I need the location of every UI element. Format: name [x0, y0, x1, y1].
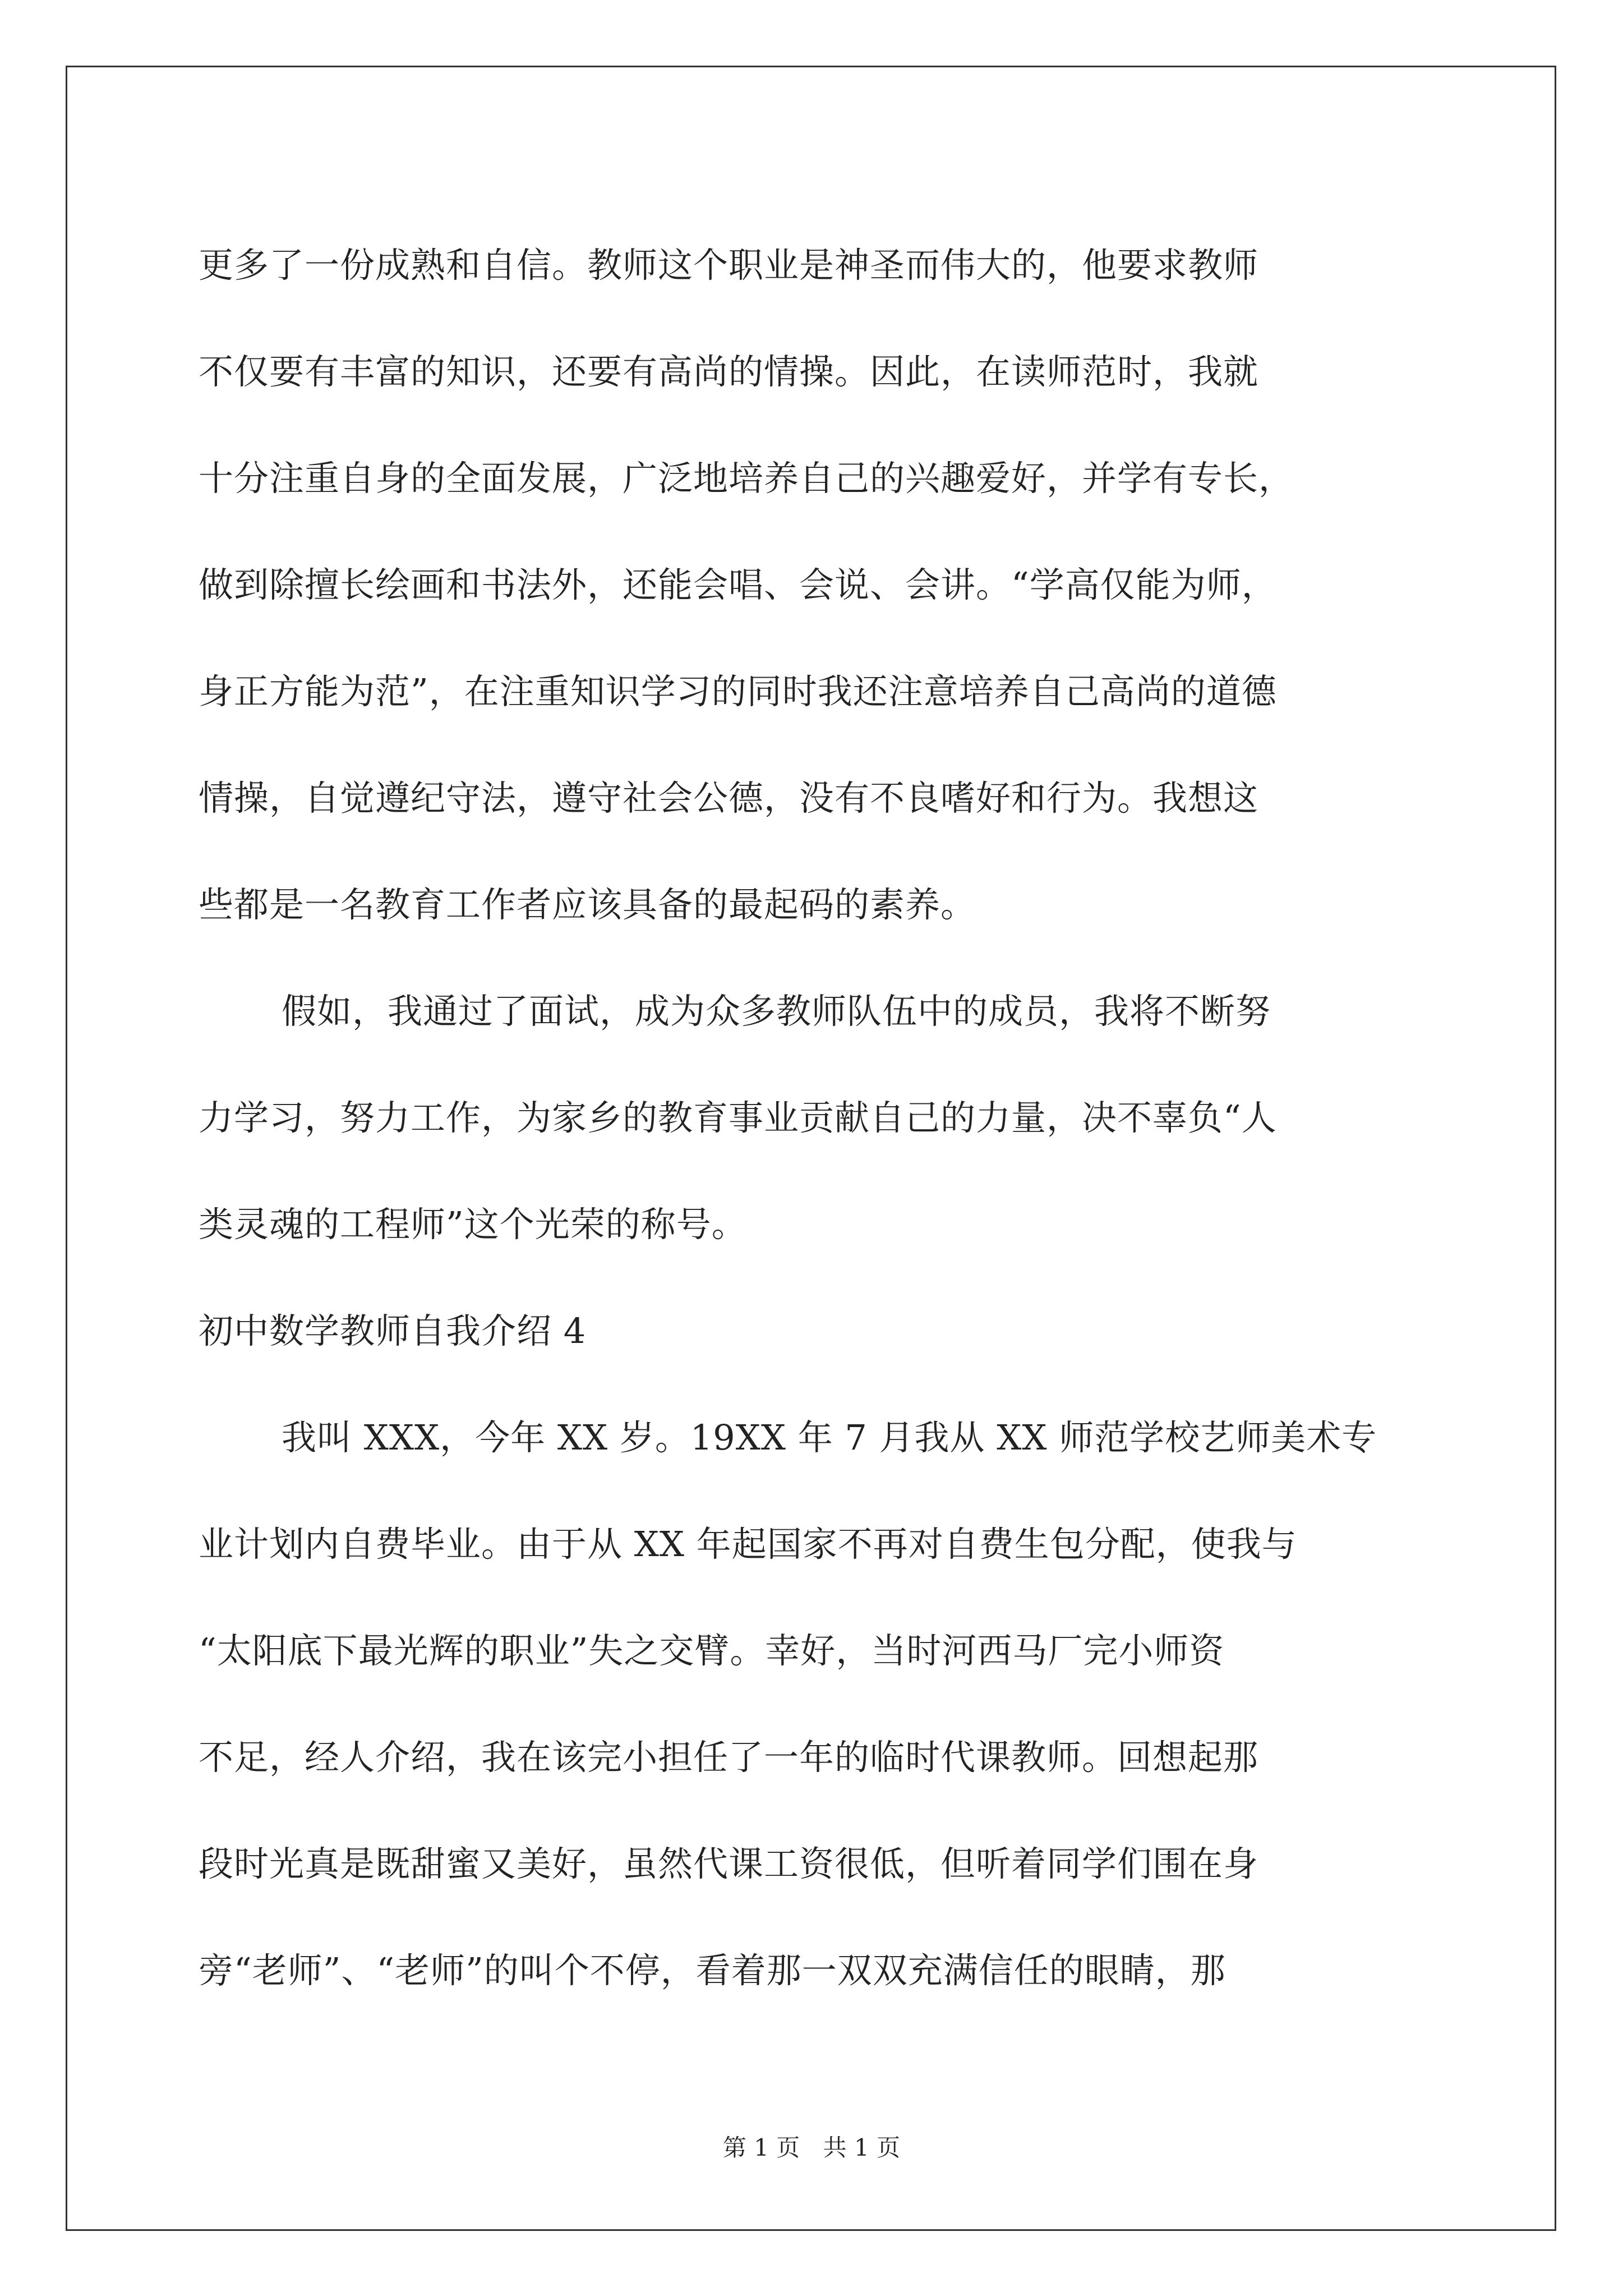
text-line: 身正方能为范”，在注重知识学习的同时我还注意培养自己高尚的道德	[199, 671, 1277, 712]
text-line: 情操，自觉遵纪守法，遵守社会公德，没有不良嗜好和行为。我想这	[199, 777, 1259, 818]
text-line: 业计划内自费毕业。由于从 XX 年起国家不再对自费生包分配，使我与	[199, 1524, 1297, 1565]
text-line: 不仅要有丰富的知识，还要有高尚的情操。因此，在读师范时，我就	[199, 351, 1259, 392]
text-line: 段时光真是既甜蜜又美好，虽然代课工资很低，但听着同学们围在身	[199, 1843, 1259, 1884]
page-number: 第 1 页	[722, 2134, 800, 2161]
section-heading: 初中数学教师自我介绍 4	[199, 1310, 587, 1351]
document-body	[199, 212, 1421, 2024]
text-line: “太阳底下最光辉的职业”失之交臂。幸好，当时河西马厂完小师资	[199, 1630, 1225, 1671]
text-line: 十分注重自身的全面发展，广泛地培养自己的兴趣爱好，并学有专长，	[199, 458, 1294, 499]
text-line: 更多了一份成熟和自信。教师这个职业是神圣而伟大的，他要求教师	[199, 245, 1259, 286]
paragraph-first-line: 我叫 XXX，今年 XX 岁。19XX 年 7 月我从 XX 师范学校艺师美术专	[282, 1417, 1377, 1458]
paragraph-first-line: 假如，我通过了面试，成为众多教师队伍中的成员，我将不断努	[282, 991, 1271, 1032]
text-line: 类灵魂的工程师”这个光荣的称号。	[199, 1204, 747, 1245]
page-total: 共 1 页	[823, 2134, 901, 2161]
text-line: 做到除擅长绘画和书法外，还能会唱、会说、会讲。“学高仅能为师，	[199, 564, 1277, 605]
text-line: 旁“老师”、“老师”的叫个不停，看着那一双双充满信任的眼睛，那	[199, 1950, 1226, 1991]
page-footer	[0, 2129, 1623, 2163]
text-line: 力学习，努力工作，为家乡的教育事业贡献自己的力量，决不辜负“人	[199, 1097, 1277, 1138]
text-line: 不足，经人介绍，我在该完小担任了一年的临时代课教师。回想起那	[199, 1737, 1259, 1778]
text-line: 些都是一名教育工作者应该具备的最起码的素养。	[199, 884, 976, 925]
